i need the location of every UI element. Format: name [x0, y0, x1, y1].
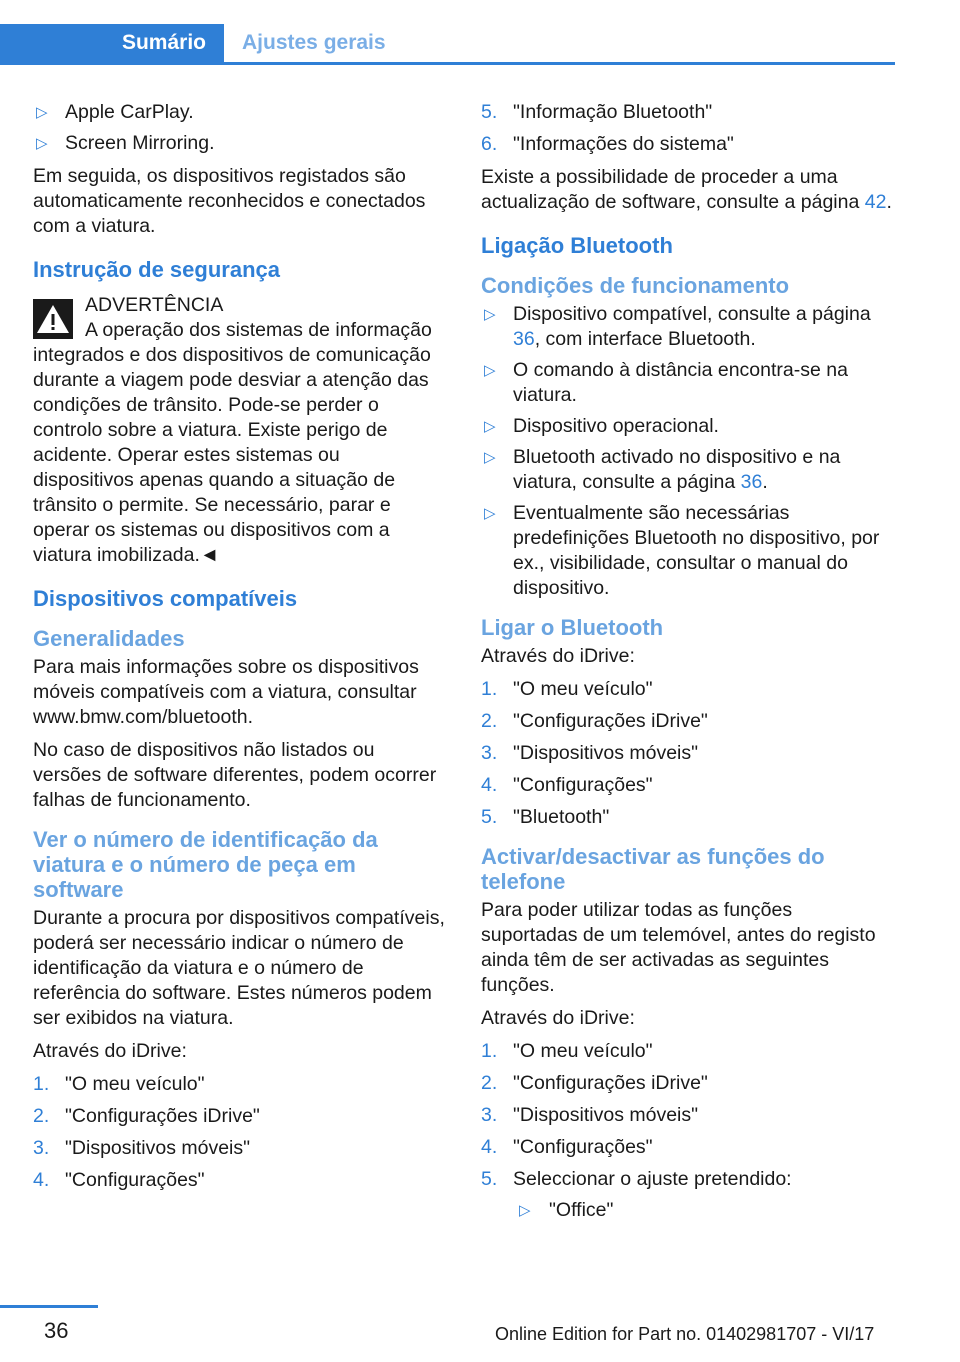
triangle-bullet-icon: ▷ [519, 1202, 531, 1219]
list-item: 1. "O meu veículo" [481, 678, 653, 700]
paragraph: Através do iDrive: [33, 1040, 187, 1062]
list-item: 4. "Configurações" [481, 774, 653, 796]
list-item: ▷ Screen Mirroring. [36, 132, 215, 154]
page-number: 36 [44, 1318, 69, 1343]
paragraph: No caso de dispositivos não listados ou versões de software diferentes, podem ocorrer falhas de funcionamento. [33, 739, 437, 811]
numbered-list [481, 677, 893, 830]
sub-bullet-list [513, 1198, 893, 1223]
triangle-bullet-icon: ▷ [484, 449, 496, 466]
heading-connect-bluetooth: Ligar o Bluetooth [481, 615, 664, 640]
list-item: 1. "O meu veículo" [481, 1040, 653, 1062]
list-item: ▷ Dispositivo compatível, consulte a página 36, com interface Bluetooth. [484, 303, 871, 350]
numbered-list [33, 1072, 445, 1193]
triangle-bullet-icon: ▷ [484, 306, 496, 323]
warning-title: ADVERTÊNCIA [85, 294, 224, 316]
page-link[interactable]: 36 [513, 328, 535, 350]
triangle-bullet-icon: ▷ [484, 418, 496, 435]
left-column [33, 100, 445, 1201]
edition-note: Online Edition for Part no. 01402981707 - VI/17 [495, 1324, 875, 1344]
tab-general-settings[interactable]: Ajustes gerais [242, 31, 386, 54]
heading-compatible-devices: Dispositivos compatíveis [33, 586, 298, 611]
list-item: 2. "Configurações iDrive" [481, 1072, 708, 1094]
numbered-list [481, 1039, 893, 1223]
triangle-bullet-icon: ▷ [484, 505, 496, 522]
paragraph: Através do iDrive: [481, 645, 635, 667]
list-item: 1. "O meu veículo" [33, 1073, 205, 1095]
heading-safety: Instrução de segurança [33, 257, 280, 282]
list-item: 4. "Configurações" [481, 1136, 653, 1158]
list-item: 2. "Configurações iDrive" [481, 710, 708, 732]
paragraph: Através do iDrive: [481, 1007, 635, 1029]
triangle-bullet-icon: ▷ [484, 362, 496, 379]
warning-icon [33, 299, 73, 339]
right-column [481, 100, 893, 1231]
paragraph: Existe a possibilidade de proceder a uma actualização de software, consulte a página 42. [481, 166, 892, 213]
bullet-list [481, 302, 893, 601]
list-item: ▷ Dispositivo operacional. [484, 415, 719, 437]
list-item: 2. "Configurações iDrive" [33, 1105, 260, 1127]
list-item: 5. "Bluetooth" [481, 806, 610, 828]
list-item: 3. "Dispositivos móveis" [481, 1104, 699, 1126]
paragraph: Em seguida, os dispositivos registados são automaticamente reconhecidos e conectados com a viatura. [33, 165, 426, 237]
list-item: 6. "Informações do sistema" [481, 133, 734, 155]
warning-text: A operação dos sistemas de informação integrados e dos dispositivos de comunicação durante a viagem pode desviar a atenção das condições de trânsito. Pode-se perder o controlo sobre a viatura. Existe perigo de acidente. Operar estes sistemas ou dispositivos apenas quando a situação de trânsito o permite. Se necessário, parar e operar os sistemas ou dispositivos com a viatura imobilizada.◄ [33, 319, 432, 566]
paragraph: Para mais informações sobre os dispositivos móveis compatíveis com a viatura, consultar www.bmw.com/bluetooth. [33, 656, 419, 728]
triangle-bullet-icon: ▷ [36, 135, 48, 152]
tab-summary[interactable]: Sumário [0, 24, 224, 62]
list-item: 4. "Configurações" [33, 1169, 205, 1191]
header-bar [0, 24, 895, 65]
paragraph: Durante a procura por dispositivos compatíveis, poderá ser necessário indicar o número de identificação da viatura e o número de referência do software. Estes números podem ser exibidos na viatura. [33, 907, 445, 1029]
list-item: ▷ O comando à distância encontra-se na viatura. [484, 359, 848, 406]
triangle-bullet-icon: ▷ [36, 104, 48, 121]
paragraph: Para poder utilizar todas as funções suportadas de um telemóvel, antes do registo ainda têm de ser activadas as seguintes funções. [481, 899, 876, 996]
heading-id-number: Ver o número de identificação da viatura e o número de peça em software [33, 827, 378, 902]
list-item: 5. Seleccionar o ajuste pretendido: ▷ "Office" [481, 1167, 893, 1223]
numbered-list [481, 100, 893, 157]
list-item: ▷ Eventualmente são necessárias predefinições Bluetooth no dispositivo, por ex., visibilidade, consultar o manual do dispositivo. [484, 502, 880, 599]
heading-activate-phone-functions: Activar/desactivar as funções do telefone [481, 844, 825, 894]
warning-box [33, 293, 445, 568]
footer-rule [0, 1305, 98, 1308]
heading-general: Generalidades [33, 626, 185, 651]
heading-conditions: Condições de funcionamento [481, 273, 790, 298]
page-link[interactable]: 36 [740, 471, 763, 493]
list-item: 3. "Dispositivos móveis" [33, 1137, 251, 1159]
heading-bluetooth-connection: Ligação Bluetooth [481, 233, 673, 258]
list-item: ▷ "Office" [519, 1199, 614, 1221]
list-item: 5. "Informação Bluetooth" [481, 101, 713, 123]
list-item: ▷ Apple CarPlay. [36, 101, 194, 123]
list-item: 3. "Dispositivos móveis" [481, 742, 699, 764]
list-item: ▷ Bluetooth activado no dispositivo e na viatura, consulte a página 36. [484, 446, 841, 493]
bullet-list [33, 100, 445, 156]
page-link[interactable]: 42 [864, 191, 887, 213]
